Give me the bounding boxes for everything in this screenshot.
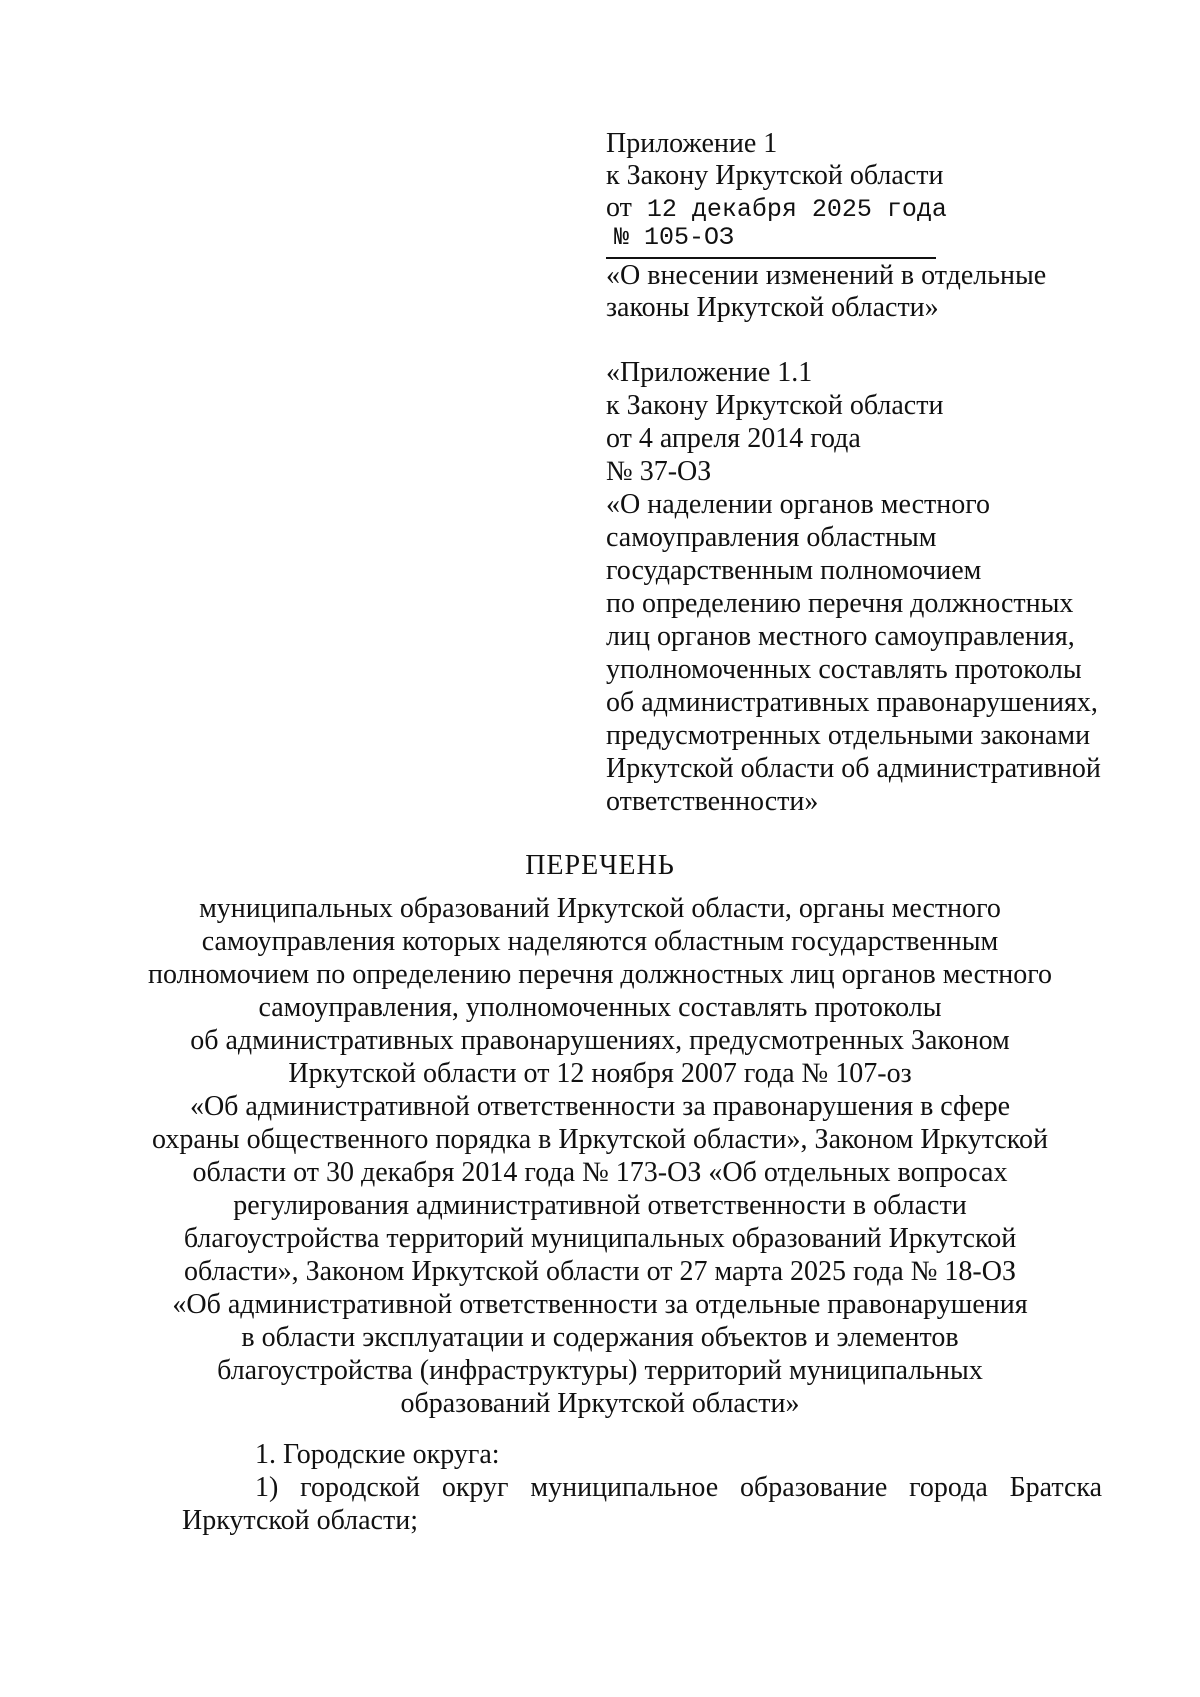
quoted-appendix-line-11: об административных правонарушениях,	[606, 687, 1098, 718]
quoted-appendix-line-3: от 4 апреля 2014 года	[606, 423, 861, 454]
quoted-appendix-line-4: № 37-ОЗ	[606, 456, 712, 487]
appendix-date	[606, 192, 947, 226]
quoted-appendix-line-12: предусмотренных отдельными законами	[606, 720, 1091, 751]
list-item-1-line-2: Иркутской области;	[182, 1505, 418, 1536]
heading-line-11: благоустройства территорий муниципальных образований Иркутской	[183, 1223, 1017, 1254]
heading-line-15: благоустройства (инфраструктуры) территорий муниципальных	[217, 1355, 983, 1386]
heading-line-12: области», Законом Иркутской области от 27 марта 2025 года № 18-ОЗ	[183, 1256, 1016, 1287]
heading-line-16: образований Иркутской области»	[400, 1388, 800, 1419]
list-title: ПЕРЕЧЕНЬ	[525, 850, 675, 881]
quoted-appendix-line-9: лиц органов местного самоуправления,	[606, 621, 1075, 652]
quoted-appendix-line-10: уполномоченных составлять протоколы	[606, 654, 1082, 685]
heading-line-14: в области эксплуатации и содержания объектов и элементов	[241, 1322, 959, 1353]
heading-line-10: регулирования административной ответственности в области	[233, 1190, 967, 1221]
appendix-date-prefix: от	[606, 192, 632, 223]
heading-line-6: Иркутской области от 12 ноября 2007 года № 107-оз	[288, 1058, 912, 1089]
appendix-date-value: 12 декабря 2025 года	[646, 195, 947, 224]
section-1-heading: 1. Городские округа:	[255, 1439, 500, 1470]
quoted-appendix-line-8: по определению перечня должностных	[606, 588, 1074, 619]
heading-line-4: самоуправления, уполномоченных составлять протоколы	[258, 992, 942, 1023]
appendix-title: Приложение 1	[606, 128, 778, 159]
quoted-appendix-line-7: государственным полномочием	[606, 555, 982, 586]
quoted-appendix-line-1: «Приложение 1.1	[606, 357, 813, 388]
heading-line-7: «Об административной ответственности за правонарушения в сфере	[189, 1091, 1011, 1122]
heading-line-8: охраны общественного порядка в Иркутской области», Законом Иркутской	[152, 1124, 1048, 1155]
heading-line-9: области от 30 декабря 2014 года № 173-ОЗ «Об отдельных вопросах	[192, 1157, 1008, 1188]
heading-line-3: полномочием по определению перечня должностных лиц органов местного	[148, 959, 1052, 990]
heading-line-13: «Об административной ответственности за отдельные правонарушения	[172, 1289, 1028, 1320]
quoted-appendix-line-14: ответственности»	[606, 786, 819, 817]
list-item-1-line-1: 1) городской округ муниципальное образование города Братска	[255, 1472, 1102, 1503]
appendix-subject-line-1: «О внесении изменений в отдельные	[606, 260, 1047, 291]
appendix-subject-line-2: законы Иркутской области»	[606, 292, 939, 323]
quoted-appendix-line-2: к Закону Иркутской области	[606, 390, 944, 421]
appendix-number: № 105-ОЗ	[614, 223, 735, 252]
quoted-appendix-line-5: «О наделении органов местного	[606, 489, 991, 520]
quoted-appendix-line-13: Иркутской области об административной	[606, 753, 1101, 784]
appendix-law-ref: к Закону Иркутской области	[606, 160, 944, 191]
heading-line-5: об административных правонарушениях, предусмотренных Законом	[190, 1025, 1010, 1056]
heading-line-2: самоуправления которых наделяются областным государственным	[201, 926, 999, 957]
quoted-appendix-line-6: самоуправления областным	[606, 522, 937, 553]
appendix-number-underline	[606, 257, 936, 259]
heading-line-1: муниципальных образований Иркутской области, органы местного	[199, 893, 1001, 924]
